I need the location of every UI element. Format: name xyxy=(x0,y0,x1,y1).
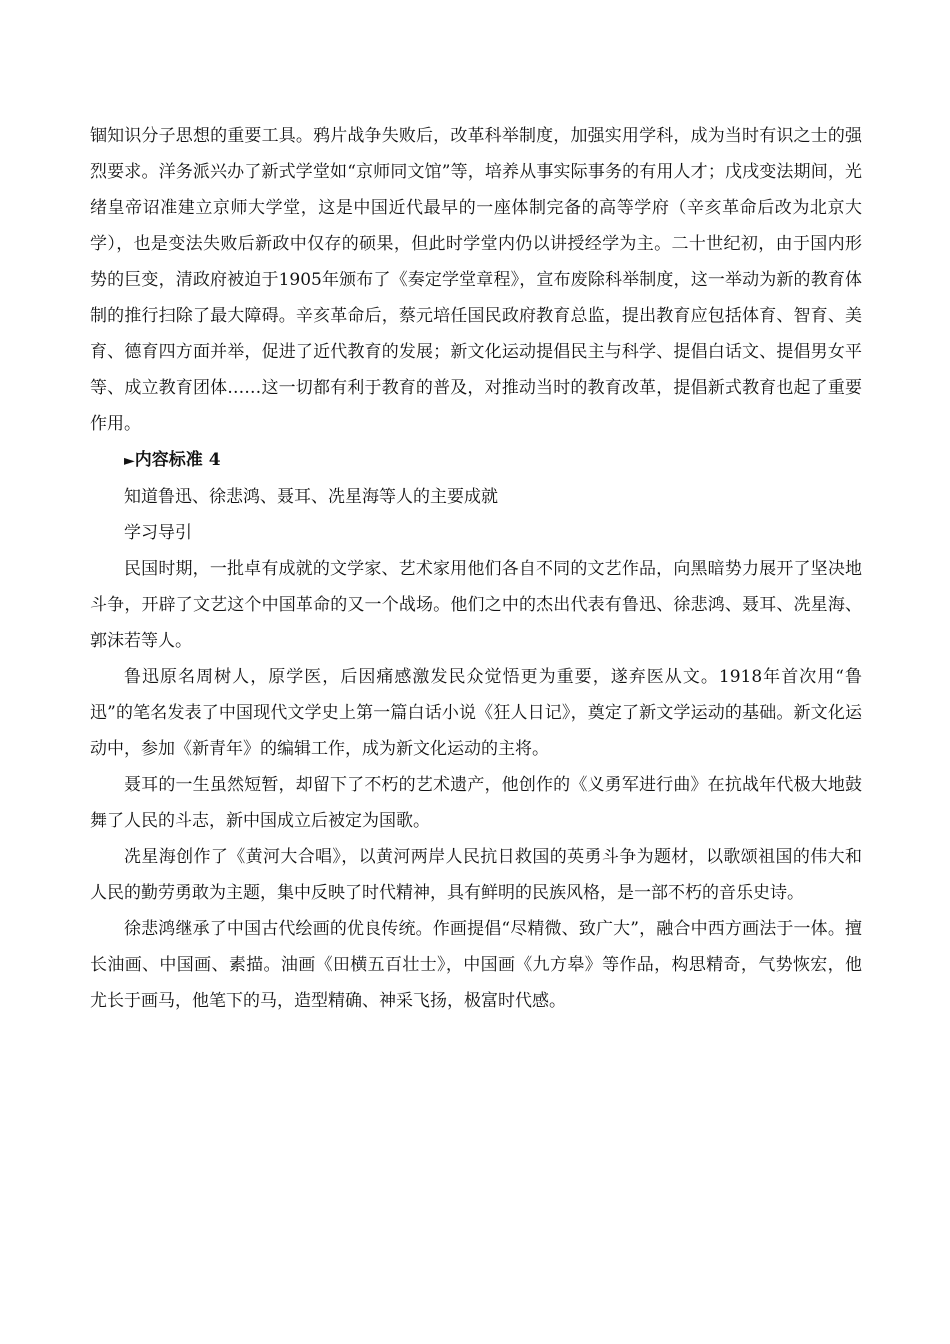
body-paragraph-xianxinghai: 冼星海创作了《黄河大合唱》，以黄河两岸人民抗日救国的英勇斗争为题材，以歌颂祖国的伟大和人民的勤劳勇敢为主题，集中反映了时代精神，具有鲜明的民族风格，是一部不朽的音乐史诗。 xyxy=(90,847,862,903)
content-standard-text: 知道鲁迅、徐悲鸿、聂耳、冼星海等人的主要成就 xyxy=(124,487,498,507)
body-paragraph-luxun: 鲁迅原名周树人，原学医，后因痛感激发民众觉悟更为重要，遂弃医从文。1918年首次用“鲁迅”的笔名发表了中国现代文学史上第一篇白话小说《狂人日记》，奠定了新文学运动的基础。新文化运动中，参加《新青年》的编辑工作，成为新文化运动的主将。 xyxy=(90,667,862,759)
body-paragraph-overview: 民国时期，一批卓有成就的文学家、艺术家用他们各自不同的文艺作品，向黑暗势力展开了坚决地斗争，开辟了文艺这个中国革命的又一个战场。他们之中的杰出代表有鲁迅、徐悲鸿、聂耳、冼星海、郭沫若等人。 xyxy=(90,559,862,651)
document-page xyxy=(90,118,862,1019)
section-heading xyxy=(90,442,862,479)
intro-paragraph: 锢知识分子思想的重要工具。鸦片战争失败后，改革科举制度，加强实用学科，成为当时有识之士的强烈要求。洋务派兴办了新式学堂如“京师同文馆”等，培养从事实际事务的有用人才；戊戌变法期间，光绪皇帝诏准建立京师大学堂，这是中国近代最早的一座体制完备的高等学府（辛亥革命后改为北京大学），也是变法失败后新政中仅存的硕果，但此时学堂内仍以讲授经学为主。二十世纪初，由于国内形势的巨变，清政府被迫于1905年颁布了《奏定学堂章程》，宣布废除科举制度，这一举动为新的教育体制的推行扫除了最大障碍。辛亥革命后，蔡元培任国民政府教育总监，提出教育应包括体育、智育、美育、德育四方面并举，促进了近代教育的发展；新文化运动提倡民主与科学、提倡白话文、提倡男女平等、成立教育团体……这一切都有利于教育的普及，对推动当时的教育改革，提倡新式教育也起了重要作用。 xyxy=(90,126,862,434)
section-title: 内容标准 4 xyxy=(134,450,221,470)
study-guide-label: 学习导引 xyxy=(124,523,192,543)
triangle-marker-icon: ► xyxy=(124,453,135,469)
body-paragraph-xubeihong: 徐悲鸿继承了中国古代绘画的优良传统。作画提倡“尽精微、致广大”，融合中西方画法于一体。擅长油画、中国画、素描。油画《田横五百壮士》，中国画《九方皋》等作品，构思精奇，气势恢宏，他尤长于画马，他笔下的马，造型精确、神采飞扬，极富时代感。 xyxy=(90,919,862,1011)
body-paragraph-nieer: 聂耳的一生虽然短暂，却留下了不朽的艺术遗产，他创作的《义勇军进行曲》在抗战年代极大地鼓舞了人民的斗志，新中国成立后被定为国歌。 xyxy=(90,775,862,831)
